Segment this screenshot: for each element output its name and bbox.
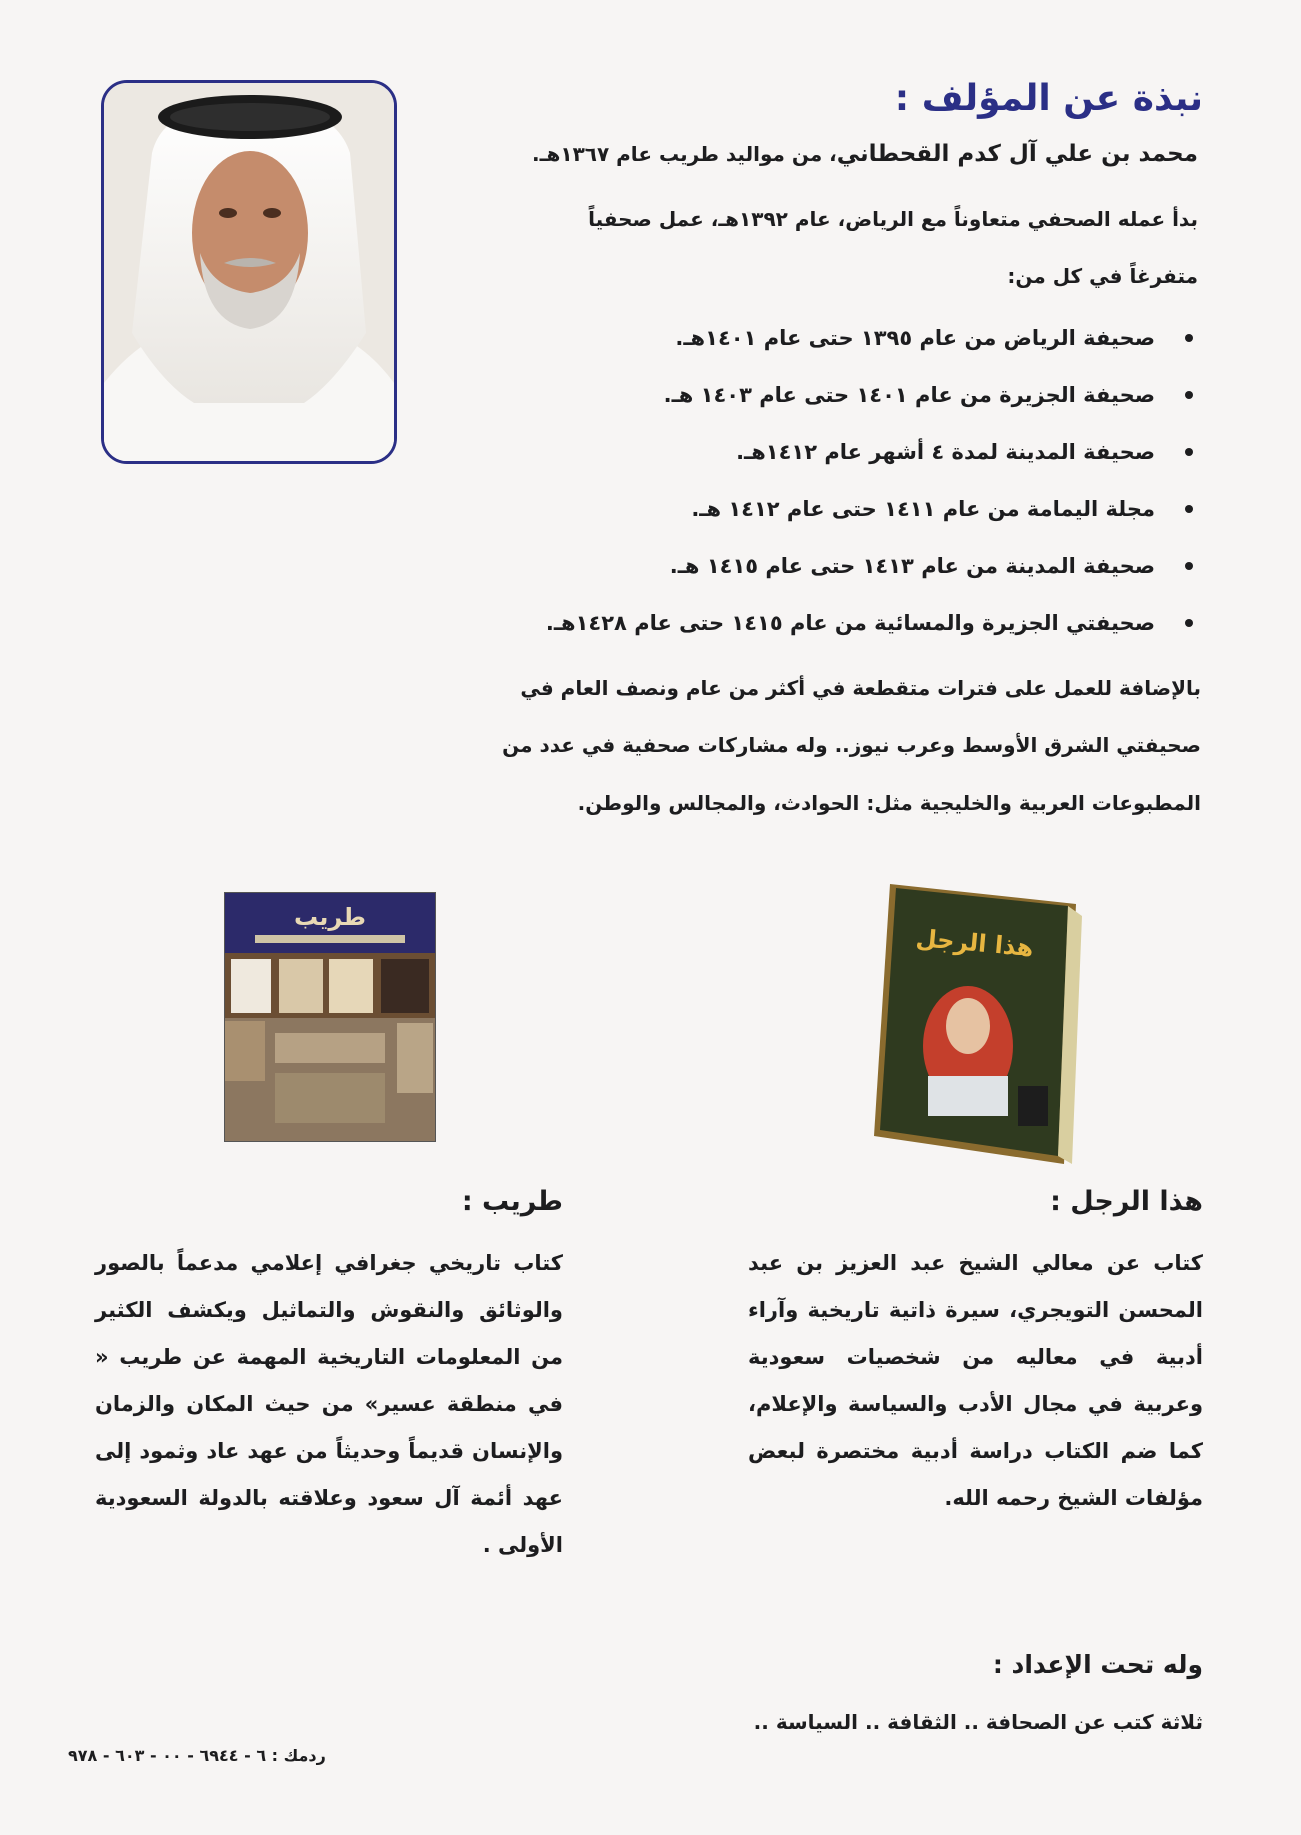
- list-item: صحيفة الرياض من عام ١٣٩٥ حتى عام ١٤٠١هـ.: [333, 318, 1193, 375]
- bullet-icon: [1185, 448, 1193, 456]
- list-item: صحيفتي الجزيرة والمسائية من عام ١٤١٥ حتى عام ١٤٢٨هـ.: [333, 603, 1193, 660]
- bullet-icon: [1185, 562, 1193, 570]
- hatha-book-description: كتاب عن معالي الشيخ عبد العزيز بن عبد المحسن التويجري، سيرة ذاتية تاريخية وآراء أدبية في معاليه من شخصيات سعودية وعربية في مجال الأدب والسياسة والإعلام، كما ضم الكتاب دراسة أدبية مختصرة لبعض مؤلفات الشيخ رحمه الله.: [748, 1251, 1203, 1510]
- author-heading: نبذة عن المؤلف :: [894, 78, 1203, 119]
- list-item: صحيفة المدينة من عام ١٤١٣ حتى عام ١٤١٥ هـ.: [333, 546, 1193, 603]
- tarib-book-title: طريب :: [461, 1186, 563, 1217]
- bullet-icon: [1185, 505, 1193, 513]
- tarib-book-description: كتاب تاريخي جغرافي إعلامي مدعماً بالصور والوثائق والنقوش والتماثيل ويكشف الكثير من المعلومات التاريخية المهمة عن طريب « في منطقة عسير» من حيث المكان والزمان والإنسان قديماً وحديثاً من عهد عاد وثمود إلى عهد أئمة آل سعود وعلاقته بالدولة السعودية الأولى .: [95, 1251, 563, 1557]
- upcoming-books-title: وله تحت الإعداد :: [992, 1650, 1203, 1679]
- bullet-icon: [1185, 391, 1193, 399]
- positions-list: [333, 318, 1193, 660]
- author-extra-line-3: المطبوعات العربية والخليجية مثل: الحوادث، والمجالس والوطن.: [577, 791, 1201, 815]
- list-item: صحيفة المدينة لمدة ٤ أشهر عام ١٤١٢هـ.: [333, 432, 1193, 489]
- tarib-cover-title: طريب: [294, 903, 366, 931]
- tarib-cover-image: [225, 893, 435, 1141]
- tarib-book-cover: [225, 893, 435, 1141]
- hatha-cover-image: [868, 876, 1086, 1164]
- bullet-icon: [1185, 619, 1193, 627]
- hatha-book-title: هذا الرجل :: [1050, 1186, 1203, 1217]
- bullet-icon: [1185, 334, 1193, 342]
- list-item: صحيفة الجزيرة من عام ١٤٠١ حتى عام ١٤٠٣ هـ.: [333, 375, 1193, 432]
- upcoming-books-text: ثلاثة كتب عن الصحافة .. الثقافة .. السياسة ..: [753, 1710, 1203, 1734]
- author-extra-line-1: بالإضافة للعمل على فترات متقطعة في أكثر من عام ونصف العام في: [520, 676, 1201, 700]
- author-intro-line-2: متفرغاً في كل من:: [1007, 264, 1198, 288]
- author-intro-first-line: [532, 140, 1198, 168]
- hatha-cover-title: هذا الرجل: [914, 923, 1035, 963]
- author-birth: ، من مواليد طريب عام ١٣٦٧هـ.: [532, 142, 837, 166]
- author-name: محمد بن علي آل كدم القحطاني: [836, 141, 1198, 167]
- author-extra-line-2: صحيفتي الشرق الأوسط وعرب نيوز.. وله مشاركات صحفية في عدد من: [502, 733, 1201, 757]
- isbn-number: ردمك : ٦ - ٦٩٤٤ - ٠٠ - ٦٠٣ - ٩٧٨: [68, 1746, 326, 1765]
- list-item: مجلة اليمامة من عام ١٤١١ حتى عام ١٤١٢ هـ.: [333, 489, 1193, 546]
- hatha-book-cover: [868, 876, 1086, 1164]
- author-intro-line: بدأ عمله الصحفي متعاوناً مع الرياض، عام ١٣٩٢هـ، عمل صحفياً: [588, 207, 1198, 231]
